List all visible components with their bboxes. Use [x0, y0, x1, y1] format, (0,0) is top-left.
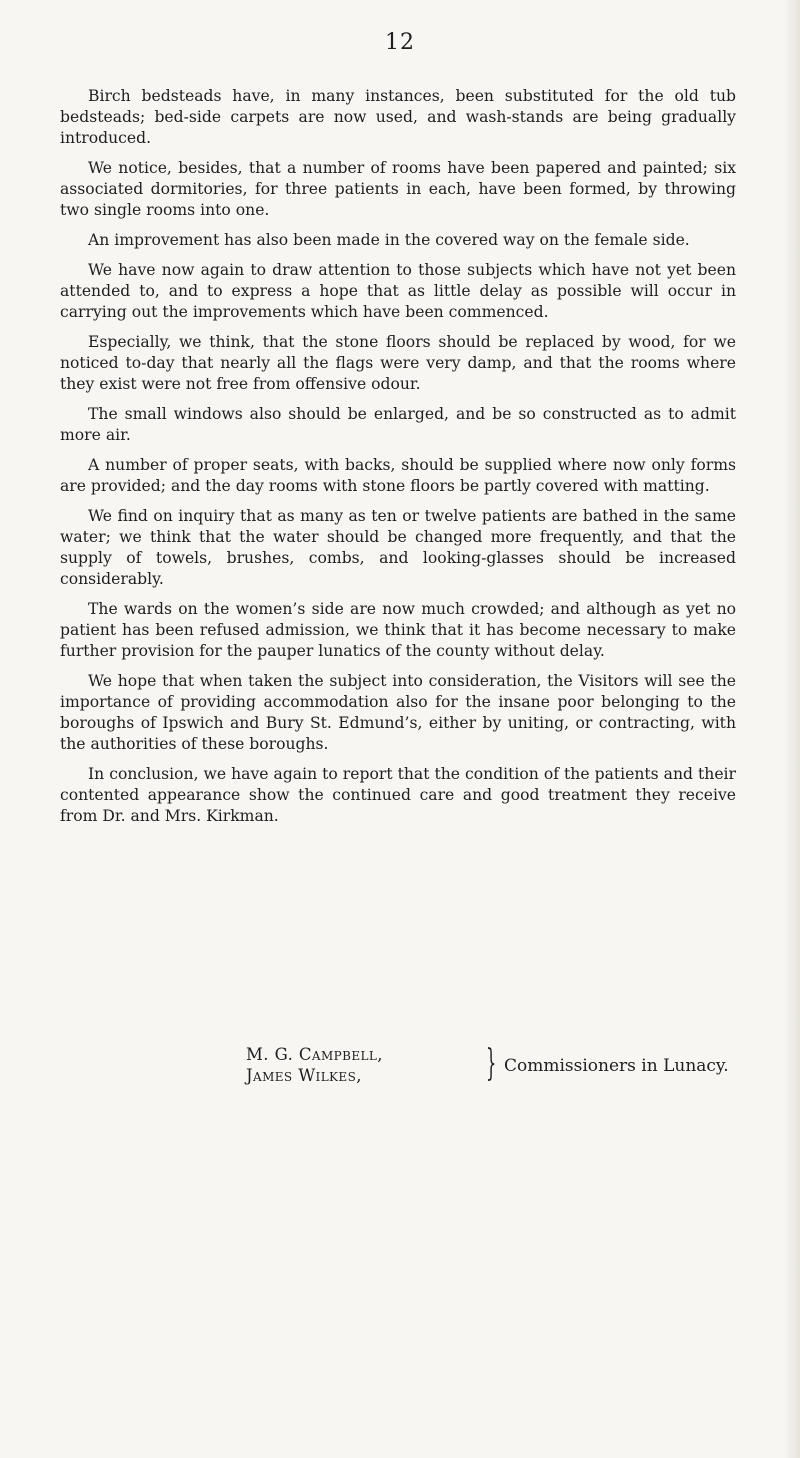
paragraph-womens-wards: The wards on the women’s side are now much crowded; and although as yet no patient has been refused admission, we think that it has become necessary to make further provision for the pauper lunatics of the county without delay.: [60, 600, 736, 660]
signature-brace: }: [486, 1043, 497, 1084]
paragraph-visitors-hope: We hope that when taken the subject into consideration, the Visitors will see the importance of providing accommodation also for the insane poor belonging to the boroughs of Ipswich and Bury St. Edmund’s, either by uniting, or contracting, with the authorities of these boroughs.: [60, 672, 736, 753]
signatory-title: Commissioners in Lunacy.: [504, 1056, 729, 1076]
signatory-names: [246, 1044, 484, 1086]
page-edge-shadow: [784, 0, 800, 1458]
paragraph-attention-subjects: We have now again to draw attention to those subjects which have not yet been attended to, and to express a hope that as little delay as possible will occur in carrying out the improvements which have been commenced.: [60, 261, 736, 321]
paragraph-stone-floors: Especially, we think, that the stone floors should be replaced by wood, for we noticed to-day that nearly all the flags were very damp, and that the rooms where they exist were not free from offensive odour.: [60, 333, 736, 393]
paragraph-covered-way: An improvement has also been made in the covered way on the female side.: [88, 231, 690, 249]
paragraph-birch-bedsteads: Birch bedsteads have, in many instances, been substituted for the old tub bedsteads; bed-side carpets are now used, and wash-stands are being gradually introduced.: [60, 87, 736, 147]
signature-block: [246, 1044, 766, 1088]
body-text: [60, 86, 736, 836]
signatory-wilkes: James Wilkes,: [246, 1066, 362, 1085]
paragraph-conclusion: In conclusion, we have again to report that the condition of the patients and their contented appearance show the continued care and good treatment they receive from Dr. and Mrs. Kirkman.: [60, 765, 736, 825]
paragraph-proper-seats: A number of proper seats, with backs, should be supplied where now only forms are provided; and the day rooms with stone floors be partly covered with matting.: [60, 456, 736, 495]
paragraph-small-windows: The small windows also should be enlarged, and be so constructed as to admit more air.: [60, 405, 736, 444]
paragraph-rooms-papered: We notice, besides, that a number of rooms have been papered and painted; six associated dormitories, for three patients in each, have been formed, by throwing two single rooms into one.: [60, 159, 736, 219]
page-number: 12: [385, 30, 415, 55]
signatory-campbell: M. G. Campbell,: [246, 1045, 383, 1064]
paragraph-bathing-water: We find on inquiry that as many as ten or twelve patients are bathed in the same water; we think that the water should be changed more frequently, and that the supply of towels, brushes, combs, and looking-glasses should be increased considerably.: [60, 507, 736, 588]
